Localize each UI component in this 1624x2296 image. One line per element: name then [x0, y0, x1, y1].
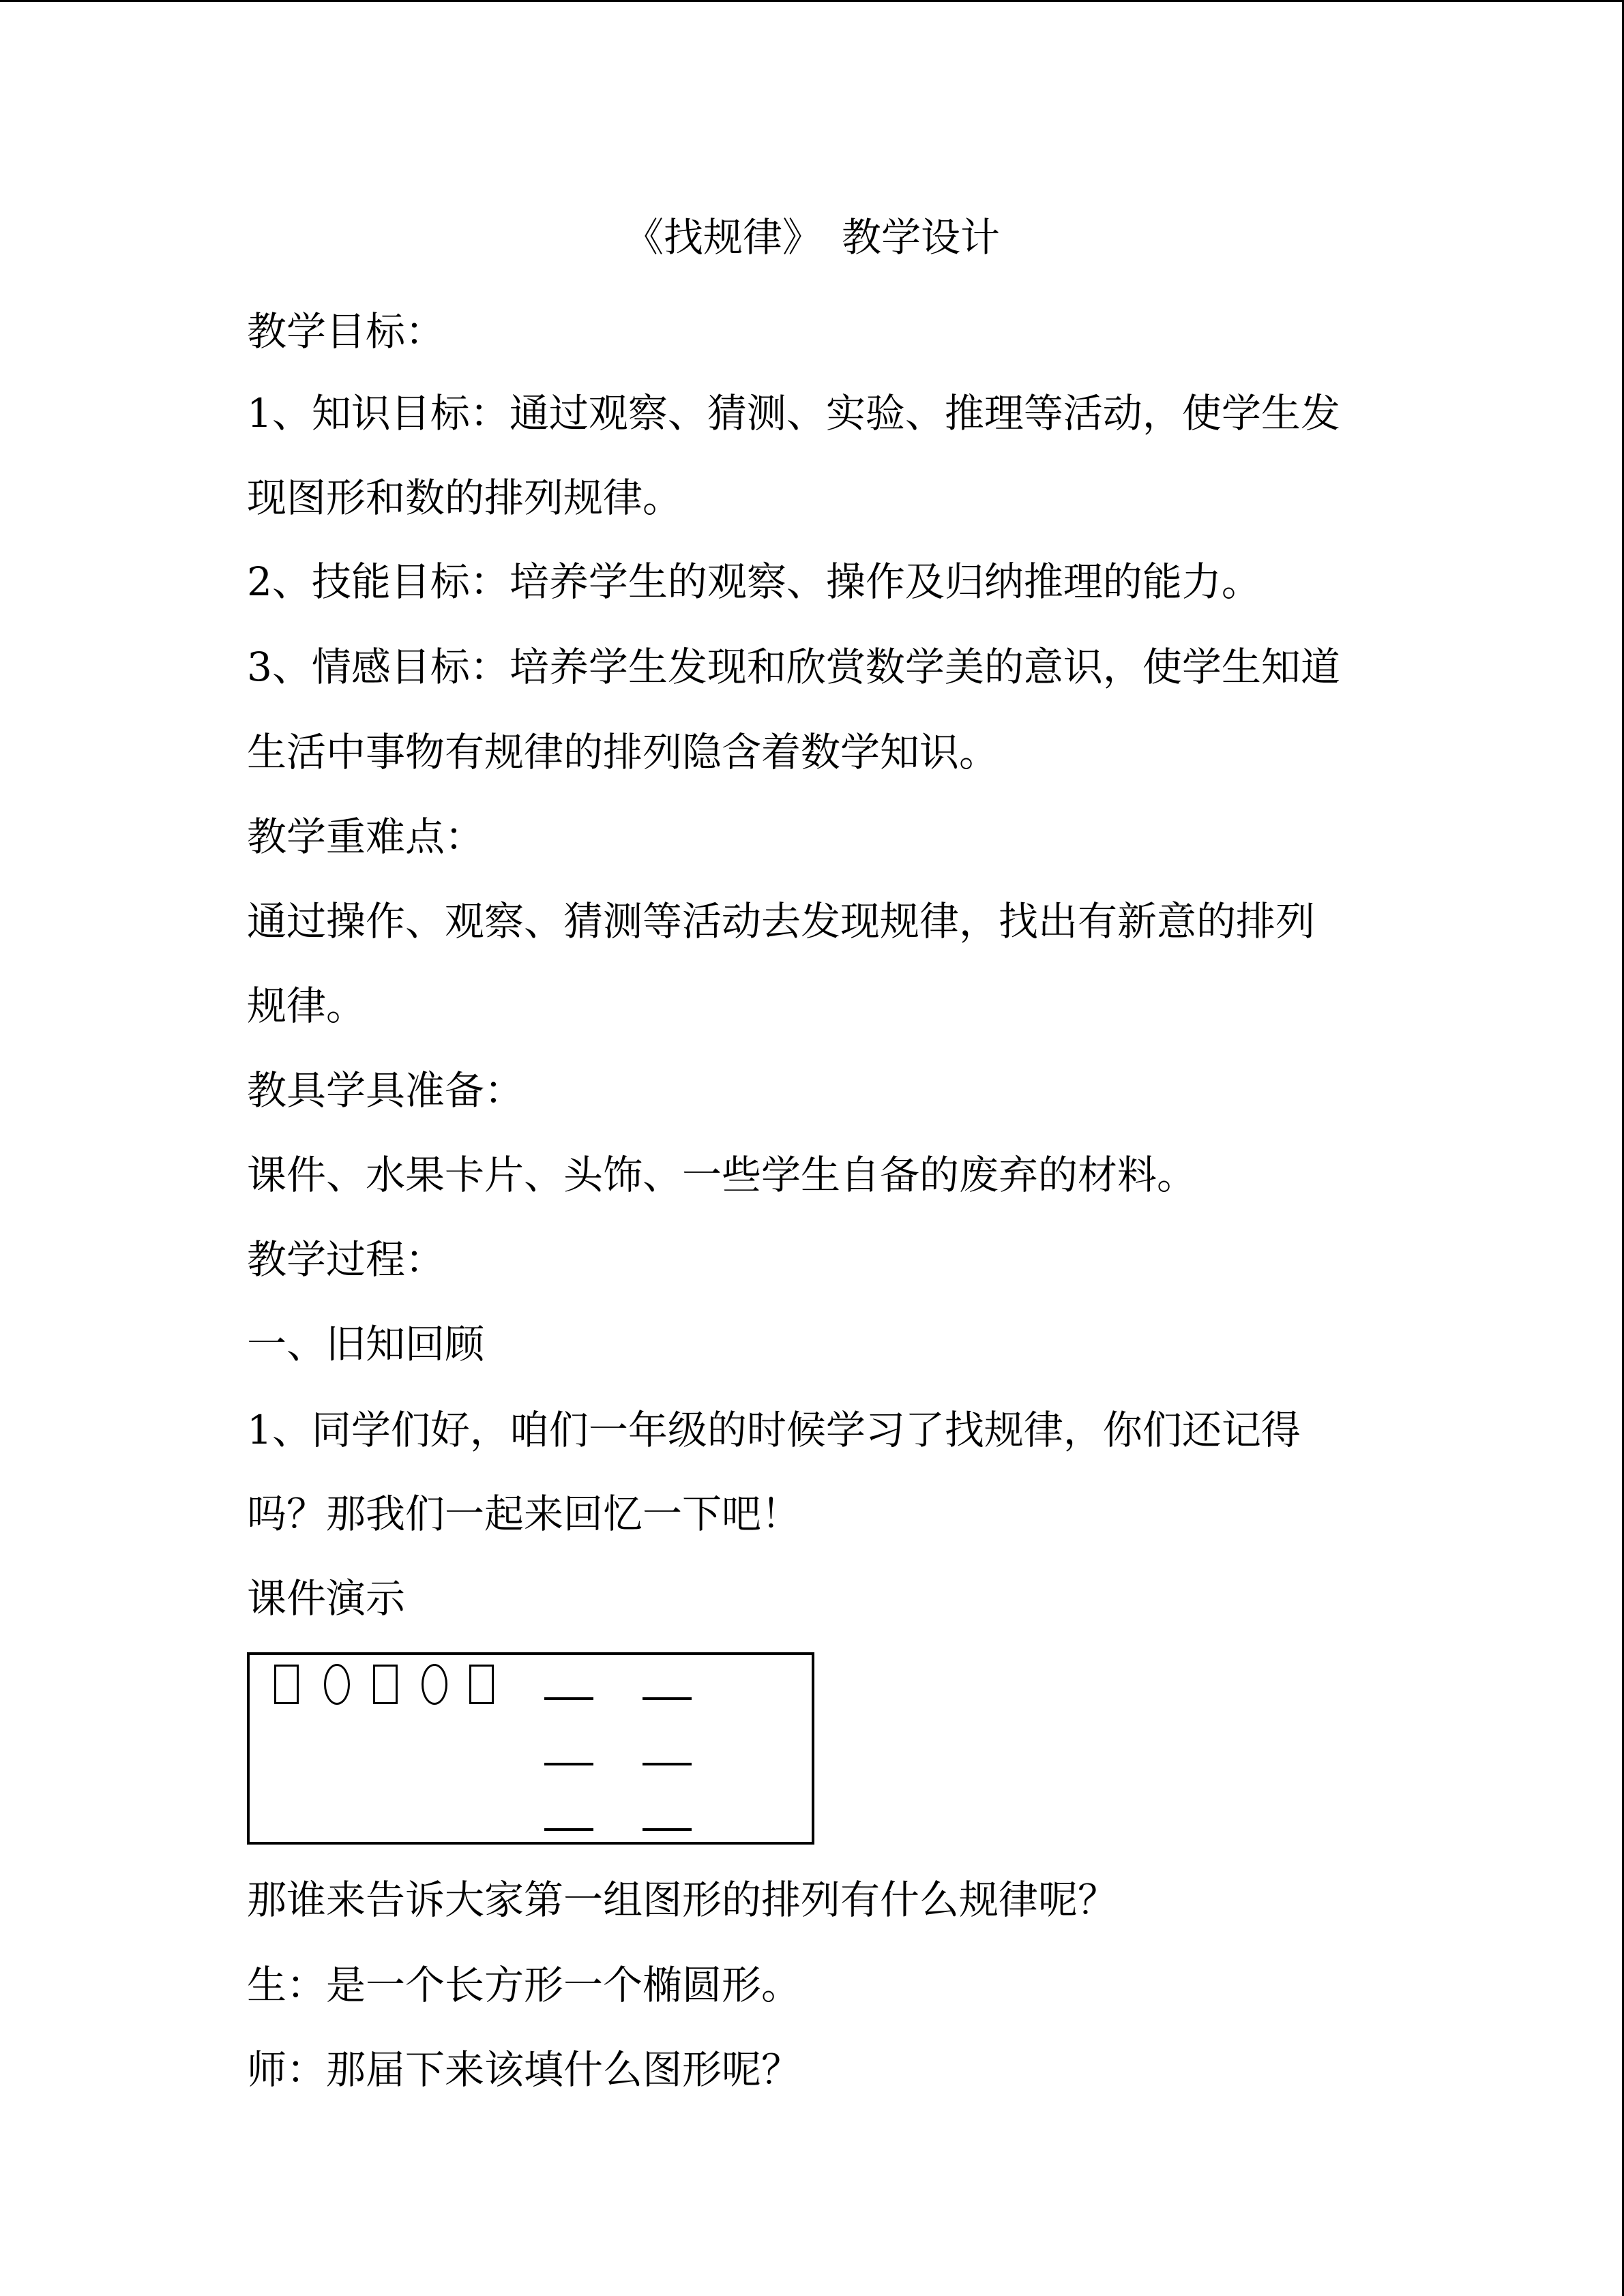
rectangle-shape: [373, 1665, 398, 1704]
paragraph-line: 生活中事物有规律的排列隐含着数学知识。: [247, 729, 999, 775]
rectangle-shape: [274, 1665, 299, 1704]
document-title: 《找规律》 教学设计: [623, 214, 1000, 260]
paragraph-line: 吗？那我们一起来回忆一下吧！: [247, 1491, 801, 1537]
courseware-demo-box: [247, 1652, 814, 1845]
rectangle-shape: [469, 1665, 494, 1704]
page-border-top: [0, 0, 1624, 2]
paragraph-line: 2、技能目标：培养学生的观察、操作及归纳推理的能力。: [247, 558, 1261, 605]
answer-blank: [643, 1763, 692, 1765]
answer-blank: [643, 1697, 692, 1700]
paragraph-line: 现图形和数的排列规律。: [247, 475, 683, 521]
paragraph-line: 1、知识目标：通过观察、猜测、实验、推理等活动，使学生发: [247, 390, 1340, 436]
ellipse-shape: [422, 1664, 447, 1705]
ellipse-shape: [324, 1664, 350, 1705]
section-heading: 一、旧知回顾: [247, 1321, 485, 1367]
answer-blank: [544, 1763, 593, 1765]
heading-materials: 教具学具准备：: [247, 1067, 525, 1114]
paragraph-line: 规律。: [247, 983, 366, 1029]
answer-blank: [544, 1697, 593, 1700]
paragraph-line: 1、同学们好，咱们一年级的时候学习了找规律，你们还记得: [247, 1407, 1301, 1453]
paragraph-line: 生：是一个长方形一个椭圆形。: [247, 1962, 801, 2008]
answer-blank: [643, 1828, 692, 1831]
paragraph-line: 课件演示: [247, 1575, 406, 1622]
paragraph-line: 3、情感目标：培养学生发现和欣赏数学美的意识，使学生知道: [247, 644, 1340, 690]
paragraph-line: 通过操作、观察、猜测等活动去发现规律，找出有新意的排列: [247, 898, 1316, 944]
paragraph-line: 那谁来告诉大家第一组图形的排列有什么规律呢？: [247, 1877, 1118, 1923]
paragraph-line: 师：那届下来该填什么图形呢？: [247, 2046, 801, 2093]
heading-key-points: 教学重难点：: [247, 814, 485, 860]
heading-process: 教学过程：: [247, 1236, 445, 1283]
answer-blank: [544, 1828, 593, 1831]
paragraph-line: 课件、水果卡片、头饰、一些学生自备的废弃的材料。: [247, 1152, 1197, 1198]
heading-teaching-goals: 教学目标：: [247, 308, 445, 355]
